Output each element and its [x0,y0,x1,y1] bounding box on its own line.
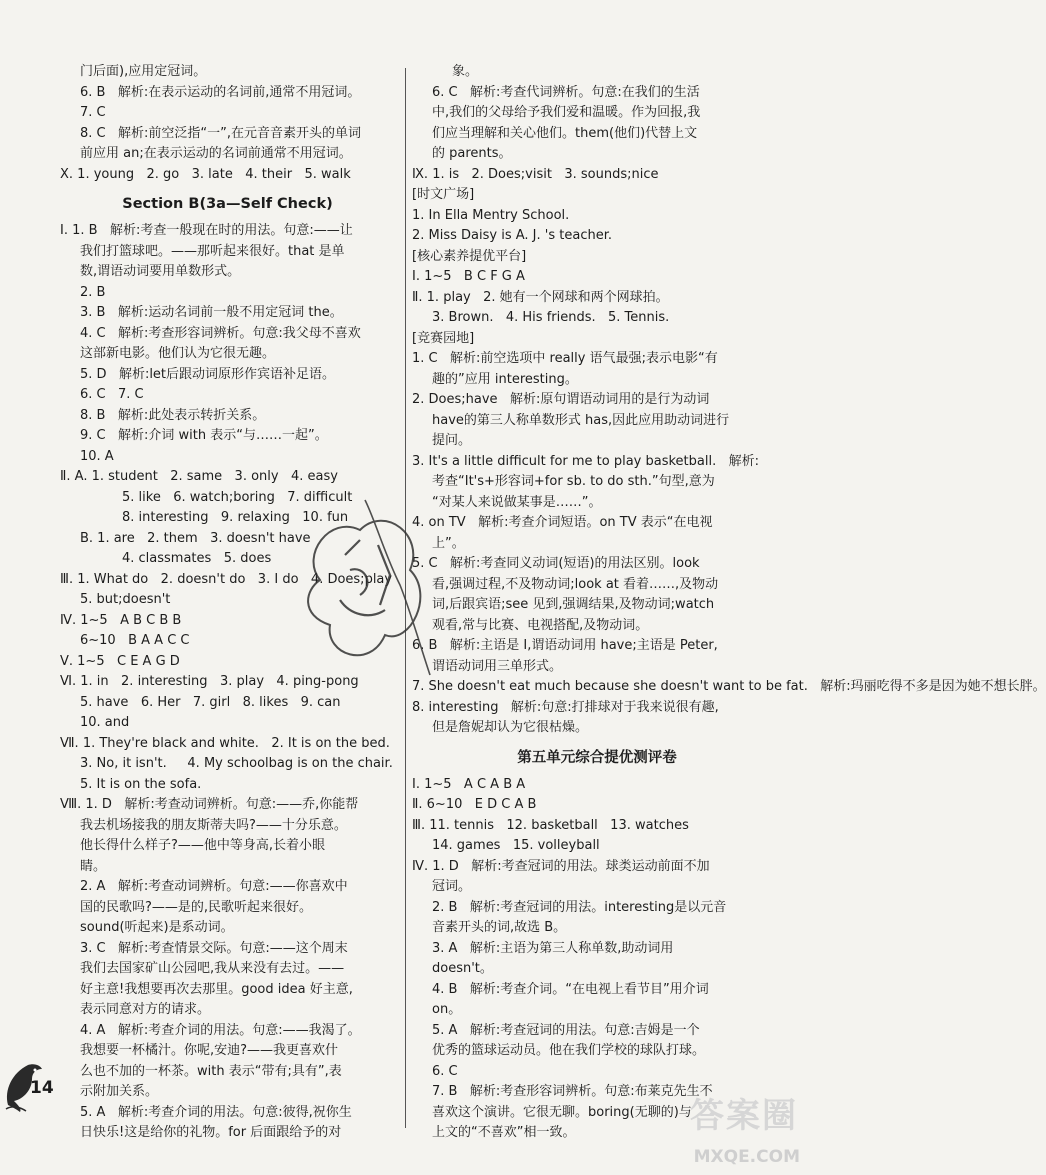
answer-line: 喜欢这个演讲。它很无聊。boring(无聊的)与 [432,1104,692,1120]
answer-line: 14. games 15. volleyball [432,838,600,853]
answer-line: 上文的“不喜欢”相一致。 [432,1125,576,1140]
answer-line: 5. A 解析:考查介词的用法。句意:彼得,祝你生 [80,1104,352,1120]
answer-line: 1. In Ella Mentry School. [412,207,570,223]
answer-line: 3. No, it isn't. 4. My schoolbag is on the chair. [80,756,393,771]
answer-line: 7. C [80,105,106,120]
answer-line: 3. C 解析:考查情景交际。句意:——这个周末 [80,940,348,956]
answer-line: Ⅲ. 11. tennis 12. basketball 13. watches [412,817,689,833]
brand-watermark-title: 答案圈 [690,1096,798,1136]
answer-line: Ⅰ. 1. B 解析:考查一般现在时的用法。句意:——让 [60,223,353,238]
answer-line: Ⅳ. 1. D 解析:考查冠词的用法。球类运动前面不加 [412,858,710,874]
answer-line: 上”。 [432,535,465,551]
answer-line: 6~10 B A A C C [80,633,190,648]
right-column [412,62,1046,1144]
answer-line: 示附加关系。 [80,1084,159,1099]
answer-line: [竞赛园地] [412,330,475,346]
answer-line: 4. on TV 解析:考查介词短语。on TV 表示“在电视 [412,515,713,530]
answer-line: 5. have 6. Her 7. girl 8. likes 9. can [80,694,341,710]
answer-line: 7. She doesn't eat much because she doesn't want to be fat. 解析:玛丽吃得不多是因为她不想长胖。 [412,679,1046,694]
answer-line: 2. Does;have 解析:原句谓语动词用的是行为动词 [412,392,710,407]
answer-line: Ⅷ. 1. D 解析:考查动词辨析。句意:——乔,你能帮 [60,797,359,812]
answer-line: doesn't。 [432,961,493,976]
answer-line: 5. It is on the sofa. [80,776,202,792]
answer-line: Ⅱ. A. 1. student 2. same 3. only 4. easy [60,469,338,484]
answer-line: Ⅱ. 1. play 2. 她有一个网球和两个网球拍。 [412,289,669,305]
answer-line: 么也不加的一杯茶。with 表示“带有;具有”,表 [80,1063,342,1079]
answer-line: Ⅳ. 1~5 A B C B B [60,612,182,628]
answer-line: 9. C 解析:介词 with 表示“与……一起”。 [80,428,328,443]
answer-line: 象。 [452,64,479,79]
answer-line: 冠词。 [432,879,472,894]
answer-line: 观看,常与比赛、电视搭配,及物动词。 [432,617,649,633]
brand-watermark-url: MXQE.COM [693,1147,800,1167]
answer-line: 日快乐!这是给你的礼物。for 后面跟给予的对 [80,1125,342,1140]
answer-line: 3. B 解析:运动名词前一般不用定冠词 the。 [80,305,343,320]
answer-line: 好主意!我想要再次去那里。good idea 好主意, [80,981,353,997]
answer-line: 8. B 解析:此处表示转折关系。 [80,407,266,423]
answer-line: on。 [432,1002,462,1017]
answer-line: 谓语动词用三单形式。 [432,658,563,674]
answer-line: “对某人来说做某事是……”。 [432,494,602,510]
answer-line: 4. B 解析:考查介词。“在电视上看节目”用介词 [432,981,709,997]
answer-line: Ⅴ. 1~5 C E A G D [60,653,180,669]
answer-line: 趣的”应用 interesting。 [432,371,578,387]
section-heading: 第五单元综合提优测评卷 [517,749,677,766]
answer-line: 2. A 解析:考查动词辨析。句意:——你喜欢中 [80,879,348,894]
answer-line: 5. A 解析:考查冠词的用法。句意:吉姆是一个 [432,1022,700,1038]
answer-line: 8. interesting 9. relaxing 10. fun [122,510,349,525]
answer-line: 8. interesting 解析:句意:打排球对于我来说很有趣, [412,699,719,715]
answer-line: 前应用 an;在表示运动的名词前通常不用冠词。 [80,146,352,161]
answer-line: B. 1. are 2. them 3. doesn't have [80,530,311,546]
answer-line: 的 parents。 [432,146,512,161]
answer-line: 我们打篮球吧。——那听起来很好。that 是单 [80,243,345,259]
answer-line: 7. B 解析:考查形容词辨析。句意:布莱克先生不 [432,1084,713,1099]
answer-line: 5. but;doesn't [80,592,171,607]
handwritten-watermark-stamp [290,495,440,685]
answer-line: 4. A 解析:考查介词的用法。句意:——我渴了。 [80,1022,361,1038]
answer-line: 5. C 解析:考查同义动词(短语)的用法区别。look [412,556,700,571]
answer-line: 5. D 解析:let后跟动词原形作宾语补足语。 [80,366,336,382]
answer-line: Ⅶ. 1. They're black and white. 2. It is on the bed. [60,735,390,751]
answer-line: 我想要一杯橘汁。你呢,安迪?——我更喜欢什 [80,1043,339,1058]
answer-line: 8. C 解析:前空泛指“一”,在元音音素开头的单词 [80,125,361,141]
page-number: 14 [30,1078,54,1098]
answer-line: 我去机场接我的朋友斯蒂夫吗?——十分乐意。 [80,817,347,833]
answer-line: 考查“It's+形容词+for sb. to do sth.”句型,意为 [432,474,715,489]
answer-line: 10. and [80,715,130,730]
answer-line: have的第三人称单数形式 has,因此应用助动词进行 [432,412,730,428]
answer-line: 6. C 7. C [80,387,144,402]
answer-line: 2. B [80,284,106,300]
answer-line: Ⅲ. 1. What do 2. doesn't do 3. I do 4. Does;play [60,571,393,587]
answer-line: 6. B 解析:在表示运动的名词前,通常不用冠词。 [80,84,361,100]
answer-line: [时文广场] [412,187,475,202]
answer-line: 2. Miss Daisy is A. J. 's teacher. [412,228,612,243]
answer-line: 睛。 [80,858,107,874]
answer-line: 表示同意对方的请求。 [80,1002,211,1017]
answer-line: Ⅸ. 1. is 2. Does;visit 3. sounds;nice [412,166,659,182]
answer-line: X. 1. young 2. go 3. late 4. their 5. walk [60,166,351,182]
answer-line: Ⅵ. 1. in 2. interesting 3. play 4. ping-pong [60,674,359,689]
answer-line: 6. B 解析:主语是 I,谓语动词用 have;主语是 Peter, [412,638,718,653]
answer-line: 这部新电影。他们认为它很无趣。 [80,346,276,361]
answer-line: 们应当理解和关心他们。them(他们)代替上文 [432,125,698,141]
answer-line: Ⅰ. 1~5 A C A B A [412,776,526,792]
answer-line: 音素开头的词,故选 B。 [432,920,567,935]
answer-line: 10. A [80,448,114,464]
answer-line: Ⅱ. 6~10 E D C A B [412,797,537,812]
answer-line: 门后面),应用定冠词。 [80,64,207,79]
section-heading: Section B(3a—Self Check) [122,196,333,212]
answer-line: 看,强调过程,不及物动词;look at 看着……,及物动 [432,576,719,592]
answer-line: sound(听起来)是系动词。 [80,920,234,935]
answer-line: 国的民歌吗?——是的,民歌听起来很好。 [80,899,313,915]
answer-line: 3. A 解析:主语为第三人称单数,助动词用 [432,940,674,956]
answer-line: 但是詹妮却认为它很枯燥。 [432,720,589,735]
answer-line: Ⅰ. 1~5 B C F G A [412,269,525,284]
answer-line: 6. C [432,1063,458,1079]
answer-line: 词,后跟宾语;see 见到,强调结果,及物动词;watch [432,597,715,612]
answer-line: 5. like 6. watch;boring 7. difficult [122,489,353,505]
answer-line: 2. B 解析:考查冠词的用法。interesting是以元音 [432,899,727,915]
answer-line: 他长得什么样子?——他中等身高,长着小眼 [80,838,326,853]
answer-line: 3. Brown. 4. His friends. 5. Tennis. [432,310,670,325]
answer-line: 我们去国家矿山公园吧,我从来没有去过。—— [80,961,345,976]
answer-line: [核心素养提优平台] [412,248,527,264]
answer-line: 4. classmates 5. does [122,551,272,566]
answer-line: 6. C 解析:考查代词辨析。句意:在我们的生活 [432,84,700,100]
answer-line: 提问。 [432,433,472,448]
answer-line: 优秀的篮球运动员。他在我们学校的球队打球。 [432,1043,706,1058]
answer-line: 数,谓语动词要用单数形式。 [80,264,241,279]
answer-line: 中,我们的父母给予我们爱和温暖。作为回报,我 [432,105,701,120]
answer-line: 4. C 解析:考查形容词辨析。句意:我父母不喜欢 [80,325,361,341]
answer-line: 3. It's a little difficult for me to play basketball. 解析: [412,453,760,469]
answer-line: 1. C 解析:前空选项中 really 语气最强;表示电影“有 [412,351,718,366]
